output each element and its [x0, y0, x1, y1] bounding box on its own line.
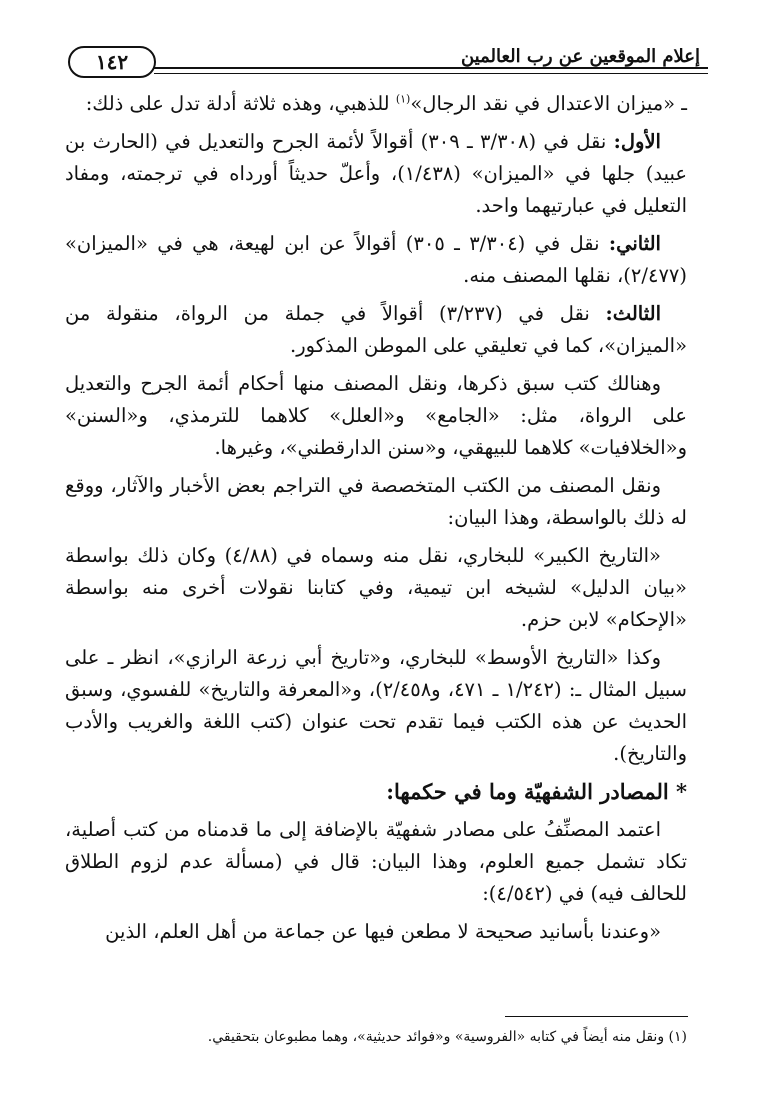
- third-label: الثالث:: [605, 302, 661, 325]
- page-number: ١٤٢: [68, 46, 156, 78]
- header-rule-thick: [154, 67, 708, 69]
- intro-text-1: ـ «ميزان الاعتدال في نقد الرجال»: [410, 92, 687, 115]
- paragraph-9: «وعندنا بأسانيد صحيحة لا مطعن فيها عن جماعة من أهل العلم، الذين: [105, 920, 661, 943]
- second-label: الثاني:: [608, 232, 661, 255]
- paragraph-4: وهنالك كتب سبق ذكرها، ونقل المصنف منها أحكام أئمة الجرح والتعديل على الرواة، مثل: «الجامع» و«العلل» كلاهما للترمذي، و«السنن» و«الخلافيات» كلاهما للبيهقي، و«سنن الدارقطني»، وغيرها.: [65, 372, 687, 459]
- footnote-marker: (١): [395, 92, 411, 106]
- paragraph-6: «التاريخ الكبير» للبخاري، نقل منه وسماه في (٤/٨٨) وكان ذلك بواسطة «بيان الدليل» لشيخه ابن تيمية، وفي كتابنا نقولات أخرى منه بواسطة «الإحكام» لابن حزم.: [65, 544, 687, 631]
- first-label: الأول:: [613, 130, 661, 153]
- footnote: (١) ونقل منه أيضاً في كتابه «الفروسية» و«فوائد حديثية»، وهما مطبوعان بتحقيقي.: [207, 1029, 687, 1045]
- evidence-third: [65, 298, 687, 362]
- first-text: نقل في (٣/٣٠٨ ـ ٣٠٩) أقوالاً لأئمة الجرح والتعديل في (الحارث بن عبيد) جلها في «الميزان» (١/٤٣٨)، وأعلّ حديثاً أورداه في ترجمته، ومفاد التعليل في عبارتيهما واحد.: [65, 130, 687, 217]
- main-text: [65, 88, 687, 1008]
- intro-paragraph: [65, 88, 687, 120]
- book-title: إعلام الموقعين عن رب العالمين: [460, 46, 700, 67]
- page-header: [58, 40, 708, 74]
- paragraph-5: ونقل المصنف من الكتب المتخصصة في التراجم بعض الأخبار والآثار، ووقع له ذلك بالواسطة، وهذا البيان:: [65, 474, 687, 529]
- intro-text-2: للذهبي، وهذه ثلاثة أدلة تدل على ذلك:: [85, 92, 396, 115]
- evidence-second: [65, 228, 687, 292]
- paragraph-7: وكذا «التاريخ الأوسط» للبخاري، و«تاريخ أبي زرعة الرازي»، انظر ـ على سبيل المثال ـ: (١/٢٤٢ ـ ٤٧١، و٢/٤٥٨)، و«المعرفة والتاريخ» للفسوي، وسبق الحديث عن هذه الكتب فيما تقدم تحت عنوان (كتب اللغة والغريب والأدب والتاريخ).: [65, 646, 687, 765]
- footnote-separator: [505, 1016, 688, 1017]
- section-heading: * المصادر الشفهيّة وما في حكمها:: [386, 779, 687, 804]
- third-text: نقل في (٣/٢٣٧) أقوالاً في جملة من الرواة، منقولة من «الميزان»، كما في تعليقي على الموطن المذكور.: [65, 302, 687, 357]
- paragraph-8: اعتمد المصنِّفُ على مصادر شفهيّة بالإضافة إلى ما قدمناه من كتب أصلية، تكاد تشمل جميع العلوم، وهذا البيان: قال في (مسألة عدم لزوم الطلاق للحالف فيه) في (٤/٥٤٢):: [65, 818, 687, 905]
- second-text: نقل في (٣/٣٠٤ ـ ٣٠٥) أقوالاً عن ابن لهيعة، هي في «الميزان» (٢/٤٧٧)، نقلها المصنف منه.: [65, 232, 687, 287]
- evidence-first: [65, 126, 687, 222]
- header-rule-thin: [154, 73, 708, 74]
